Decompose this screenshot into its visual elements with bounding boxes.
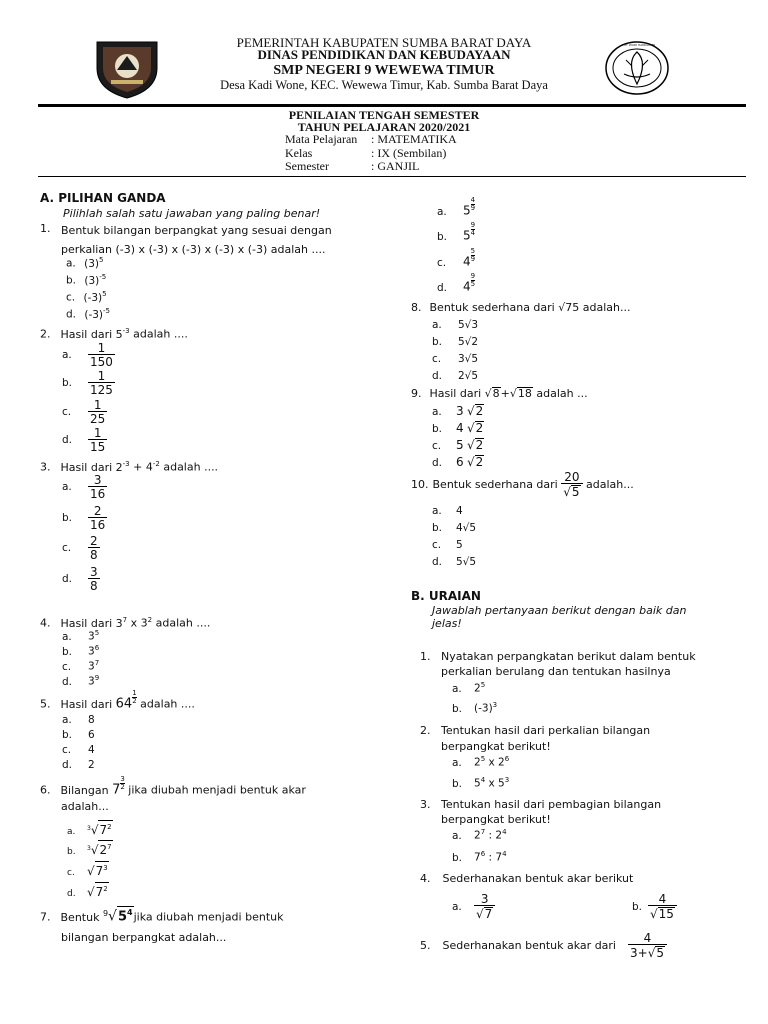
- q8-option-b[interactable]: b. 5√2: [432, 336, 479, 348]
- q7-option-d[interactable]: d. 4 $\frac{9}{5}$: [437, 272, 476, 294]
- essay-3-text: Tentukan hasil dari pembagian bilangan berpangkat berikut!: [441, 798, 662, 826]
- q6-option-d[interactable]: d. $√7^2$: [67, 882, 109, 899]
- essay-1: 1.: [420, 650, 431, 663]
- info-row-subject: Mata Pelajaran : MATEMATIKA: [285, 132, 457, 146]
- header-department: DINAS PENDIDIKAN DAN KEBUDAYAAN: [257, 47, 511, 62]
- exam-year: TAHUN PELAJARAN 2020/2021: [297, 120, 471, 134]
- q8-option-a[interactable]: a. 5√3: [432, 319, 479, 331]
- q4-option-a[interactable]: a. $3^5$: [62, 629, 100, 643]
- q7-option-a[interactable]: a. 5 $\frac{4}{9}$: [437, 196, 476, 218]
- q6-option-c[interactable]: c. $√7^3$: [67, 861, 109, 878]
- question-5: 5. Hasil dari 64 $\frac{1}{2}$ adalah ....: [40, 689, 195, 712]
- essay-2-a: a. $2^5$ x $2^6$: [452, 755, 510, 769]
- q5-option-d[interactable]: d. 2: [62, 759, 95, 771]
- essay-3-b: b. $7^6$ : $7^4$: [452, 850, 507, 864]
- q1-option-a[interactable]: a. $(3)^5$: [66, 256, 104, 270]
- q2-option-d[interactable]: d. $\frac{1}{15}$: [62, 426, 106, 454]
- q6-option-a[interactable]: a. $^3√7^2$: [67, 820, 113, 837]
- q6-option-b[interactable]: b. $^3√2^7$: [67, 840, 113, 857]
- question-1-text: Bentuk bilangan berpangkat yang sesuai dengan perkalian (-3) x (-3) x (-3) x (-3) x (-3) adalah ....: [61, 224, 332, 256]
- q1-option-c[interactable]: c. $(-3)^5$: [66, 290, 107, 304]
- q4-option-c[interactable]: c. $3^7$: [62, 659, 100, 673]
- q5-option-c[interactable]: c. 4: [62, 744, 95, 756]
- q10-option-a[interactable]: a. 4: [432, 505, 463, 517]
- question-8: 8. Bentuk sederhana dari √75 adalah...: [411, 301, 631, 314]
- q9-option-a[interactable]: a. 3 √2: [432, 404, 484, 418]
- essay-1-b: b. $(-3)^3$: [452, 701, 498, 715]
- q7-option-b[interactable]: b. 5 $\frac{9}{4}$: [437, 221, 476, 243]
- question-3: 3. Hasil dari $2^{-3} + 4^{-2}$ adalah ....: [40, 460, 219, 474]
- section-a-title: A. PILIHAN GANDA: [40, 191, 166, 205]
- q3-option-a[interactable]: a. $\frac{3}{16}$: [62, 473, 106, 501]
- q5-option-b[interactable]: b. 6: [62, 729, 95, 741]
- q9-option-b[interactable]: b. 4 √2: [432, 421, 484, 435]
- essay-4-b: b. $\frac{4}{√15}$: [632, 893, 677, 920]
- section-b-title: B. URAIAN: [411, 589, 481, 603]
- q8-option-d[interactable]: d. 2√5: [432, 370, 479, 382]
- question-6-cont: adalah...: [61, 800, 109, 813]
- header-school: SMP NEGERI 9 WEWEWA TIMUR: [273, 63, 495, 78]
- question-10: 10. Bentuk sederhana dari $\frac{20}{√5}$ adalah...: [411, 470, 634, 499]
- question-7: 7. Bentuk $^9√5^4jika$ diubah menjadi bentuk: [40, 908, 284, 925]
- essay-4-a: a. $\frac{3}{√7}$: [452, 893, 495, 920]
- essay-2: 2.: [420, 724, 431, 737]
- q4-option-b[interactable]: b. $3^6$: [62, 644, 100, 658]
- essay-5: 5. Sederhanakan bentuk akar dari $\frac{4}{3+√5}$: [420, 932, 667, 959]
- q10-option-b[interactable]: b. 4√5: [432, 522, 477, 534]
- exam-info: [285, 133, 457, 174]
- question-7-cont: bilangan berpangkat adalah...: [61, 931, 227, 944]
- essay-3-a: a. $2^7$ : $2^4$: [452, 828, 507, 842]
- essay-1-a: a. $2^5$: [452, 681, 486, 695]
- q3-option-b[interactable]: b. $\frac{2}{16}$: [62, 504, 106, 532]
- question-2: 2. Hasil dari $5^{-3}$ adalah ....: [40, 327, 188, 341]
- info-row-semester: Semester : GANJIL: [285, 159, 420, 173]
- essay-1-text: Nyatakan perpangkatan berikut dalam bentuk perkalian berulang dan tentukan hasilnya: [441, 650, 696, 678]
- q7-option-c[interactable]: c. 4 $\frac{5}{9}$: [437, 247, 476, 269]
- q2-option-c[interactable]: c. $\frac{1}{25}$: [62, 398, 106, 426]
- question-9: 9. Hasil dari √8+√18 adalah ...: [411, 387, 588, 400]
- q5-option-a[interactable]: a. 8: [62, 714, 95, 726]
- q4-option-d[interactable]: d. $3^9$: [62, 674, 100, 688]
- essay-2-text: Tentukan hasil dari perkalian bilangan berpangkat berikut!: [441, 724, 651, 753]
- header-divider-thick: [38, 104, 746, 107]
- question-6: 6. Bilangan 7 $\frac{3}{2}$ jika diubah menjadi bentuk akar: [40, 775, 306, 798]
- section-b-instruction: Jawablah pertanyaan berikut dengan baik dan jelas!: [432, 604, 687, 630]
- question-4: 4. Hasil dari $3^7$ x $3^2$ adalah ....: [40, 616, 211, 630]
- essay-4: 4. Sederhanakan bentuk akar berikut: [420, 872, 634, 885]
- q2-option-a[interactable]: a. $\frac{1}{150}$: [62, 341, 113, 369]
- section-a-instruction: Pilihlah salah satu jawaban yang paling benar!: [63, 207, 321, 220]
- q10-option-c[interactable]: c. 5: [432, 539, 463, 551]
- header-address: Desa Kadi Wone, KEC. Wewewa Timur, Kab. Sumba Barat Daya: [220, 78, 548, 92]
- essay-3: 3.: [420, 798, 431, 811]
- q10-option-d[interactable]: d. 5√5: [432, 556, 477, 568]
- q1-option-b[interactable]: b. $(3)^{-5}$: [66, 273, 107, 287]
- q8-option-c[interactable]: c. 3√5: [432, 353, 479, 365]
- essay-2-b: b. $5^4$ x $5^3$: [452, 776, 510, 790]
- q9-option-d[interactable]: d. 6 √2: [432, 455, 484, 469]
- exam-title: PENILAIAN TENGAH SEMESTER: [288, 108, 480, 122]
- q3-option-d[interactable]: d. $\frac{3}{8}$: [62, 565, 98, 593]
- question-1: 1.: [40, 222, 51, 235]
- q2-option-b[interactable]: b. $\frac{1}{125}$: [62, 369, 113, 397]
- info-divider: [38, 176, 746, 177]
- info-row-class: Kelas : IX (Sembilan): [285, 145, 447, 160]
- logo-text: TUT WURI HANDAYANI: [622, 43, 656, 47]
- q3-option-c[interactable]: c. $\frac{2}{8}$: [62, 534, 98, 562]
- q1-option-d[interactable]: d. $(-3)^{-5}$: [66, 307, 111, 321]
- header-government: PEMERINTAH KABUPATEN SUMBA BARAT DAYA: [236, 35, 532, 50]
- q9-option-c[interactable]: c. 5 √2: [432, 438, 484, 452]
